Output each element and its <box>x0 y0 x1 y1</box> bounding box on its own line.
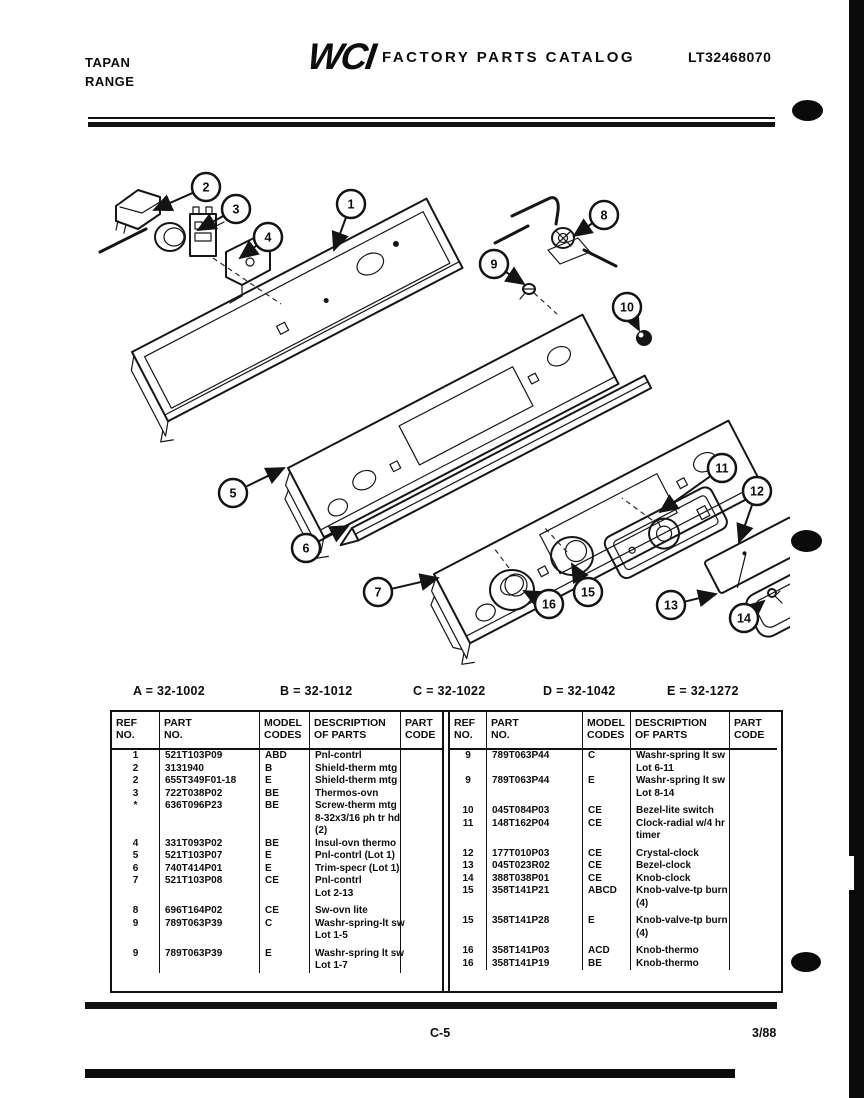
wci-logo: WCI <box>305 36 377 77</box>
ref-no-cell: 2 <box>132 775 139 786</box>
column-header: DESCRIPTION OF PARTS <box>630 712 729 748</box>
description-cell: Knob-thermo <box>630 945 729 958</box>
brand-line-2: RANGE <box>85 74 135 89</box>
part-no-cell: 740T414P01 <box>159 863 259 876</box>
model-codes-cell <box>259 813 309 826</box>
part-no-cell: 148T162P04 <box>486 818 582 831</box>
ref-no-cell: 7 <box>132 875 139 886</box>
svg-text:14: 14 <box>737 611 751 626</box>
svg-text:5: 5 <box>229 486 237 501</box>
part-code-cell <box>400 960 442 973</box>
part-no-cell: 177T010P03 <box>486 848 582 861</box>
parts-table-left <box>112 712 442 991</box>
description-cell: Knob-valve-tp burn <box>630 885 729 898</box>
brand-name <box>85 53 134 91</box>
part-code-cell <box>729 860 777 873</box>
part-code-cell <box>729 830 777 843</box>
part-no-cell: 521T103P08 <box>159 875 259 888</box>
brand-line-1: TAPAN <box>85 55 131 70</box>
ref-no-cell <box>450 830 486 843</box>
part-code-cell <box>729 898 777 911</box>
part-code-cell <box>400 930 442 943</box>
description-cell: Pnl-contrl <box>309 750 400 763</box>
oven-thermostat <box>155 207 224 256</box>
model-codes-cell <box>259 960 309 973</box>
document-number: LT32468070 <box>688 49 772 65</box>
callout-7 <box>364 578 438 606</box>
part-no-cell <box>159 888 259 901</box>
model-codes-cell: CE <box>259 875 309 888</box>
part-no-cell: 521T103P09 <box>159 750 259 763</box>
table-row <box>112 800 442 813</box>
parts-table <box>110 710 783 993</box>
model-codes-cell: ABD <box>259 750 309 763</box>
part-code-cell <box>729 928 777 941</box>
model-legend-item: C = 32-1022 <box>413 684 486 698</box>
part-no-cell <box>486 898 582 911</box>
ref-no-cell <box>112 930 159 943</box>
part-code-cell <box>729 775 777 788</box>
ref-no-cell: 16 <box>462 957 474 969</box>
column-header: PART CODE <box>729 712 777 748</box>
svg-text:9: 9 <box>490 257 498 272</box>
model-legend-item: A = 32-1002 <box>133 684 205 698</box>
svg-text:7: 7 <box>374 585 382 600</box>
description-cell: Lot 1-7 <box>309 960 400 973</box>
part-code-cell <box>729 873 777 886</box>
model-codes-cell: CE <box>582 818 630 831</box>
model-codes-cell: C <box>259 918 309 931</box>
part-code-cell <box>400 750 442 763</box>
model-codes-cell: BE <box>259 838 309 851</box>
part-code-cell <box>729 805 777 818</box>
part-no-cell: 655T349F01-18 <box>159 775 259 788</box>
description-cell: Screw-therm mtg <box>309 800 400 813</box>
model-codes-cell: CE <box>582 873 630 886</box>
part-code-cell <box>400 813 442 826</box>
description-cell: Shield-therm mtg <box>309 775 400 788</box>
table-row <box>450 873 777 886</box>
table-row <box>112 775 442 788</box>
model-codes-cell: BE <box>259 788 309 801</box>
part-no-cell: 358T141P28 <box>486 915 582 928</box>
model-legend-item: E = 32-1272 <box>667 684 739 698</box>
model-codes-cell: CE <box>259 905 309 918</box>
description-cell: 8-32x3/16 ph tr hd <box>309 813 400 826</box>
table-row <box>112 850 442 863</box>
table-header-row <box>450 712 777 750</box>
table-row <box>112 930 442 943</box>
table-row <box>112 763 442 776</box>
description-cell: Trim-specr (Lot 1) <box>309 863 400 876</box>
part-code-cell <box>400 850 442 863</box>
callout-9 <box>480 250 524 284</box>
part-code-cell <box>400 838 442 851</box>
page-code: C-5 <box>430 1026 451 1040</box>
model-codes-cell <box>582 898 630 911</box>
model-legend-item: B = 32-1012 <box>280 684 353 698</box>
svg-text:8: 8 <box>600 208 608 223</box>
registration-dot-3 <box>791 952 821 972</box>
description-cell: (2) <box>309 825 400 838</box>
part-no-cell: 789T063P44 <box>486 775 582 788</box>
model-codes-cell: E <box>259 775 309 788</box>
part-code-cell <box>400 888 442 901</box>
description-cell: Crystal-clock <box>630 848 729 861</box>
column-header: MODEL CODES <box>259 712 309 748</box>
part-no-cell <box>159 813 259 826</box>
column-header: PART NO. <box>159 712 259 748</box>
ref-no-cell: 15 <box>462 885 474 896</box>
part-code-cell <box>400 800 442 813</box>
table-center-divider <box>442 712 450 991</box>
table-row <box>450 928 777 941</box>
part-code-cell <box>400 875 442 888</box>
table-row <box>112 888 442 901</box>
table-row <box>450 750 777 763</box>
ref-no-cell: 16 <box>462 945 474 956</box>
ref-no-cell <box>450 788 486 801</box>
model-codes-cell <box>259 888 309 901</box>
ref-no-cell: 6 <box>132 862 139 874</box>
table-row <box>450 788 777 801</box>
part-no-cell: 789T063P44 <box>486 750 582 763</box>
part-no-cell: 696T164P02 <box>159 905 259 918</box>
grommet-10 <box>636 330 652 346</box>
model-codes-cell: BE <box>582 958 630 971</box>
ref-no-cell: 5 <box>132 850 139 861</box>
svg-text:11: 11 <box>715 461 729 476</box>
control-panel-2 <box>273 315 627 562</box>
description-cell: Shield-therm mtg <box>309 763 400 776</box>
part-code-cell <box>729 750 777 763</box>
column-header: REF NO. <box>454 717 475 741</box>
ref-no-cell: 3 <box>132 787 139 799</box>
callout-2 <box>154 173 220 210</box>
part-no-cell <box>486 788 582 801</box>
table-row <box>450 830 777 843</box>
svg-text:1: 1 <box>347 197 355 212</box>
exploded-diagram <box>90 150 790 670</box>
part-code-cell <box>729 818 777 831</box>
model-codes-cell: ABCD <box>582 885 630 898</box>
model-codes-cell: B <box>259 763 309 776</box>
part-code-cell <box>729 885 777 898</box>
model-codes-cell: CE <box>582 860 630 873</box>
catalog-title: FACTORY PARTS CATALOG <box>382 49 636 66</box>
table-row <box>112 863 442 876</box>
part-no-cell: 045T023R02 <box>486 860 582 873</box>
svg-text:12: 12 <box>750 484 764 499</box>
ref-no-cell: 9 <box>465 750 471 761</box>
description-cell: Pnl-contrl (Lot 1) <box>309 850 400 863</box>
ref-no-cell: 9 <box>465 775 471 786</box>
ref-no-cell <box>112 888 159 901</box>
model-codes-cell: ACD <box>582 945 630 958</box>
part-no-cell: 358T141P03 <box>486 945 582 958</box>
column-header: PART NO. <box>486 712 582 748</box>
svg-text:3: 3 <box>232 202 240 217</box>
part-no-cell: 331T093P02 <box>159 838 259 851</box>
scan-edge-bar <box>849 0 864 1098</box>
callout-1 <box>334 190 365 250</box>
description-cell: Bezel-lite switch <box>630 805 729 818</box>
ref-no-cell: 4 <box>132 837 139 849</box>
model-codes-cell <box>582 763 630 776</box>
part-no-cell: 789T063P39 <box>159 918 259 931</box>
ref-no-cell <box>112 960 159 973</box>
part-code-cell <box>400 918 442 931</box>
model-codes-cell: E <box>259 948 309 961</box>
ref-no-cell: * <box>133 800 138 811</box>
description-cell: Washr-spring-lt sw <box>309 918 400 931</box>
part-code-cell <box>400 905 442 918</box>
callout-13 <box>657 591 716 619</box>
part-no-cell: 358T141P21 <box>486 885 582 898</box>
description-cell: Knob-thermo <box>630 958 729 971</box>
header-rule-thick <box>88 122 775 127</box>
callout-4 <box>240 223 282 258</box>
part-no-cell: 789T063P39 <box>159 948 259 961</box>
callout-8 <box>574 201 618 236</box>
table-row <box>450 775 777 788</box>
column-header: PART CODE <box>400 712 442 748</box>
description-cell: Lot 1-5 <box>309 930 400 943</box>
description-cell: (4) <box>630 928 729 941</box>
svg-text:13: 13 <box>664 598 678 613</box>
description-cell: Lot 8-14 <box>630 788 729 801</box>
part-code-cell <box>400 775 442 788</box>
model-codes-cell: CE <box>582 848 630 861</box>
ref-no-cell: 12 <box>462 847 474 859</box>
table-row <box>112 825 442 838</box>
control-panel-1 <box>118 199 471 446</box>
description-cell: Lot 2-13 <box>309 888 400 901</box>
part-code-cell <box>400 948 442 961</box>
part-code-cell <box>400 763 442 776</box>
description-cell: Knob-valve-tp burn <box>630 915 729 928</box>
ref-no-cell: 9 <box>132 947 139 959</box>
ref-no-cell: 15 <box>462 915 474 926</box>
description-cell: Washr-spring lt sw <box>630 775 729 788</box>
description-cell: Sw-ovn lite <box>309 905 400 918</box>
ref-no-cell: 11 <box>462 817 474 829</box>
clock-crystal <box>704 517 790 596</box>
table-row <box>112 905 442 918</box>
table-row <box>112 750 442 763</box>
model-codes-cell: BE <box>259 800 309 813</box>
callout-14 <box>730 601 764 632</box>
table-row <box>450 915 777 928</box>
part-no-cell: 3131940 <box>159 763 259 776</box>
screw-9 <box>520 284 535 299</box>
ref-no-cell <box>112 813 159 826</box>
table-row <box>450 860 777 873</box>
model-codes-cell <box>259 930 309 943</box>
model-codes-cell <box>582 830 630 843</box>
model-codes-cell: E <box>582 915 630 928</box>
svg-text:6: 6 <box>302 541 310 556</box>
date-code: 3/88 <box>752 1026 777 1040</box>
ref-no-cell: 14 <box>462 872 474 884</box>
table-row <box>450 848 777 861</box>
part-code-cell <box>400 825 442 838</box>
model-codes-cell: E <box>259 850 309 863</box>
part-code-cell <box>729 788 777 801</box>
ref-no-cell: 1 <box>132 750 139 761</box>
model-codes-cell: C <box>582 750 630 763</box>
registration-dot-1 <box>792 100 823 121</box>
model-codes-cell: E <box>582 775 630 788</box>
svg-text:4: 4 <box>264 230 272 245</box>
ref-no-cell <box>450 763 486 776</box>
part-no-cell <box>486 763 582 776</box>
ref-no-cell: 10 <box>462 805 474 816</box>
scan-edge-notch <box>846 856 854 890</box>
part-no-cell <box>159 930 259 943</box>
part-code-cell <box>729 945 777 958</box>
description-cell: Pnl-contrl <box>309 875 400 888</box>
footer-rule <box>85 1002 777 1009</box>
callout-11 <box>660 454 736 512</box>
part-no-cell <box>159 825 259 838</box>
model-codes-cell: E <box>259 863 309 876</box>
description-cell: Washr-spring lt sw <box>630 750 729 763</box>
table-row <box>112 948 442 961</box>
part-no-cell: 358T141P19 <box>486 958 582 971</box>
column-header: DESCRIPTION OF PARTS <box>309 712 400 748</box>
ref-no-cell: 8 <box>132 905 139 916</box>
callout-10 <box>613 293 641 330</box>
description-cell: Clock-radial w/4 hr <box>630 818 729 831</box>
svg-text:16: 16 <box>542 597 556 612</box>
part-no-cell: 521T103P07 <box>159 850 259 863</box>
model-codes-cell <box>582 928 630 941</box>
part-code-cell <box>400 863 442 876</box>
thermostat-shield <box>116 190 160 233</box>
model-codes-cell: CE <box>582 805 630 818</box>
part-no-cell: 388T038P01 <box>486 873 582 886</box>
part-code-cell <box>400 788 442 801</box>
parts-table-right <box>450 712 777 991</box>
table-row <box>450 958 777 971</box>
table-row <box>450 945 777 958</box>
svg-text:2: 2 <box>202 180 210 195</box>
ref-no-cell: 9 <box>132 917 139 929</box>
table-row <box>112 813 442 826</box>
part-no-cell: 045T084P03 <box>486 805 582 818</box>
callout-5 <box>219 468 284 507</box>
model-legend-item: D = 32-1042 <box>543 684 616 698</box>
callout-16 <box>524 590 563 618</box>
svg-text:15: 15 <box>581 585 595 600</box>
part-code-cell <box>729 915 777 928</box>
part-code-cell <box>729 763 777 776</box>
description-cell: Washr-spring lt sw <box>309 948 400 961</box>
ref-no-cell <box>450 928 486 941</box>
description-cell: Knob-clock <box>630 873 729 886</box>
registration-dot-2 <box>791 530 822 552</box>
part-code-cell <box>729 848 777 861</box>
part-no-cell <box>486 830 582 843</box>
header-rule-thin <box>88 117 775 119</box>
part-no-cell: 636T096P23 <box>159 800 259 813</box>
model-codes-cell <box>582 788 630 801</box>
description-cell: Bezel-clock <box>630 860 729 873</box>
svg-text:10: 10 <box>620 300 634 315</box>
description-cell: Insul-ovn thermo <box>309 838 400 851</box>
table-row <box>450 818 777 831</box>
table-row <box>112 918 442 931</box>
knob-valve-part <box>551 537 593 575</box>
part-no-cell <box>159 960 259 973</box>
ref-no-cell: 13 <box>462 860 474 871</box>
callout-12 <box>739 477 771 542</box>
part-code-cell <box>729 958 777 971</box>
part-no-cell: 722T038P02 <box>159 788 259 801</box>
trim-spacer <box>336 376 651 549</box>
table-row <box>112 788 442 801</box>
table-row <box>450 898 777 911</box>
ref-no-cell <box>450 898 486 911</box>
column-header: REF NO. <box>116 717 137 741</box>
description-cell: Lot 6-11 <box>630 763 729 776</box>
model-codes-cell <box>259 825 309 838</box>
description-cell: Thermos-ovn <box>309 788 400 801</box>
table-header-row <box>112 712 442 750</box>
table-row <box>450 805 777 818</box>
description-cell: (4) <box>630 898 729 911</box>
table-row <box>112 960 442 973</box>
table-row <box>112 875 442 888</box>
scan-bottom-bar <box>85 1069 735 1078</box>
screw-14 <box>768 589 782 603</box>
ref-no-cell: 2 <box>132 762 139 774</box>
table-row <box>450 885 777 898</box>
column-header: MODEL CODES <box>582 712 630 748</box>
table-row <box>112 838 442 851</box>
ref-no-cell <box>112 825 159 838</box>
table-row <box>450 763 777 776</box>
description-cell: timer <box>630 830 729 843</box>
part-no-cell <box>486 928 582 941</box>
